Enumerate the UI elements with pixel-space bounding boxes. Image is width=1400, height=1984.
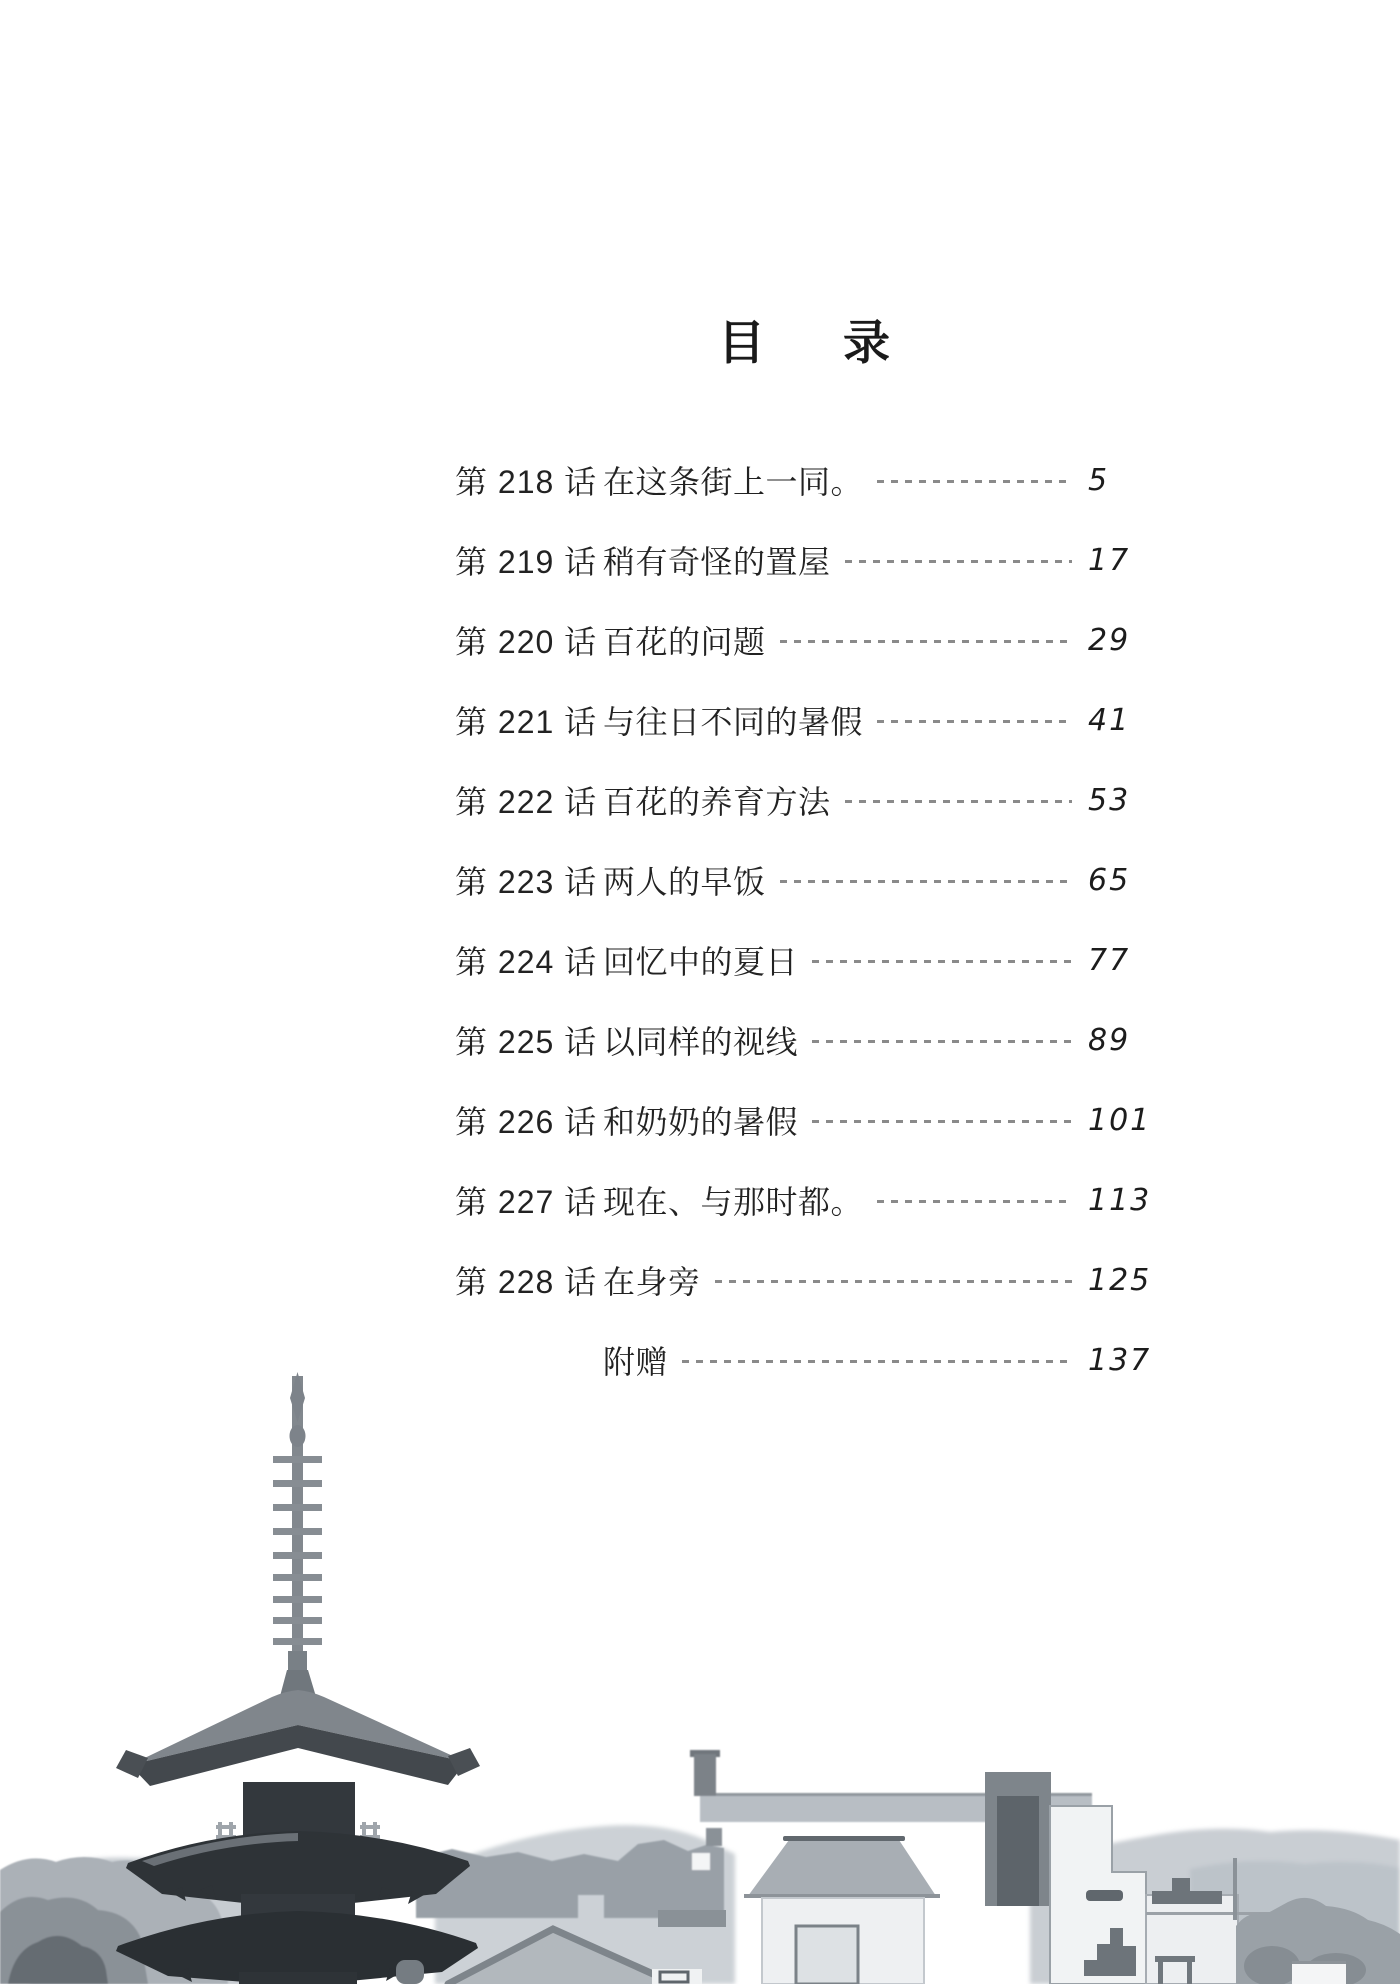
page-number: 77 xyxy=(1088,942,1131,978)
toc-entry xyxy=(455,600,1138,680)
toc-entry xyxy=(455,1000,1138,1080)
page-number: 53 xyxy=(1088,782,1131,818)
chapter-title: 在这条街上一同。 xyxy=(603,464,864,500)
chapter-title: 附赠 xyxy=(603,1344,669,1380)
chapter-title: 与往日不同的暑假 xyxy=(603,704,864,740)
foreground-bush xyxy=(396,1960,424,1984)
pagoda-tiers xyxy=(116,1782,478,1984)
toc-entry xyxy=(455,760,1138,840)
toc-entry xyxy=(455,920,1138,1000)
chapter-number: 第 223 话 xyxy=(455,864,598,900)
toc-entry xyxy=(455,1240,1152,1320)
page-number: 101 xyxy=(1088,1102,1152,1138)
page-number: 65 xyxy=(1088,862,1131,898)
chapter-number: 第 220 话 xyxy=(455,624,598,660)
chapter-title: 以同样的视线 xyxy=(603,1024,799,1060)
chapter-title: 两人的早饭 xyxy=(603,864,766,900)
dotted-leader xyxy=(877,720,1072,723)
page-number: 137 xyxy=(1088,1342,1152,1378)
chapter-number: 第 218 话 xyxy=(455,464,598,500)
chapter-number: 第 222 话 xyxy=(455,784,598,820)
page-number: 29 xyxy=(1088,622,1131,658)
chapter-title: 百花的养育方法 xyxy=(603,784,831,820)
chapter-number: 第 221 话 xyxy=(455,704,598,740)
chapter-title: 回忆中的夏日 xyxy=(603,944,799,980)
dotted-leader xyxy=(812,1120,1072,1123)
page-number: 125 xyxy=(1088,1262,1152,1298)
pagoda-spire xyxy=(273,1372,322,1702)
chapter-number: 第 225 话 xyxy=(455,1024,598,1060)
chapter-number: 第 226 话 xyxy=(455,1104,598,1140)
chapter-number: 第 227 话 xyxy=(455,1184,598,1220)
dotted-leader xyxy=(812,1040,1072,1043)
page-number: 113 xyxy=(1088,1182,1152,1218)
chapter-number: 第 228 话 xyxy=(455,1264,598,1300)
page-number: 17 xyxy=(1088,542,1131,578)
dotted-leader xyxy=(877,480,1072,483)
page-number: 41 xyxy=(1088,702,1131,738)
toc-entry xyxy=(455,440,1138,520)
toc-entry xyxy=(455,1160,1152,1240)
pagoda-cityscape-illustration xyxy=(0,1364,1400,1984)
chapter-number: 第 224 话 xyxy=(455,944,598,980)
dotted-leader xyxy=(682,1360,1072,1363)
dotted-leader xyxy=(715,1280,1072,1283)
pagoda xyxy=(116,1372,480,1984)
chapter-title: 现在、与那时都。 xyxy=(603,1184,864,1220)
chapter-title: 和奶奶的暑假 xyxy=(603,1104,799,1140)
chapter-title: 百花的问题 xyxy=(603,624,766,660)
chapter-number: 第 219 话 xyxy=(455,544,598,580)
page-number: 89 xyxy=(1088,1022,1131,1058)
chapter-title: 在身旁 xyxy=(603,1264,701,1300)
dotted-leader xyxy=(812,960,1072,963)
page-number: 5 xyxy=(1088,462,1110,498)
dotted-leader xyxy=(780,880,1072,883)
dotted-leader xyxy=(845,560,1072,563)
toc-entry xyxy=(455,520,1138,600)
chapter-title: 稍有奇怪的置屋 xyxy=(603,544,831,580)
page-title: 目录 xyxy=(718,316,968,369)
toc-entry xyxy=(455,840,1138,920)
dotted-leader xyxy=(877,1200,1072,1203)
toc-entry xyxy=(455,1080,1152,1160)
dotted-leader xyxy=(845,800,1072,803)
pagoda-top-roof xyxy=(116,1690,480,1786)
toc-entry xyxy=(455,680,1138,760)
dotted-leader xyxy=(780,640,1072,643)
table-of-contents xyxy=(455,440,1152,1400)
